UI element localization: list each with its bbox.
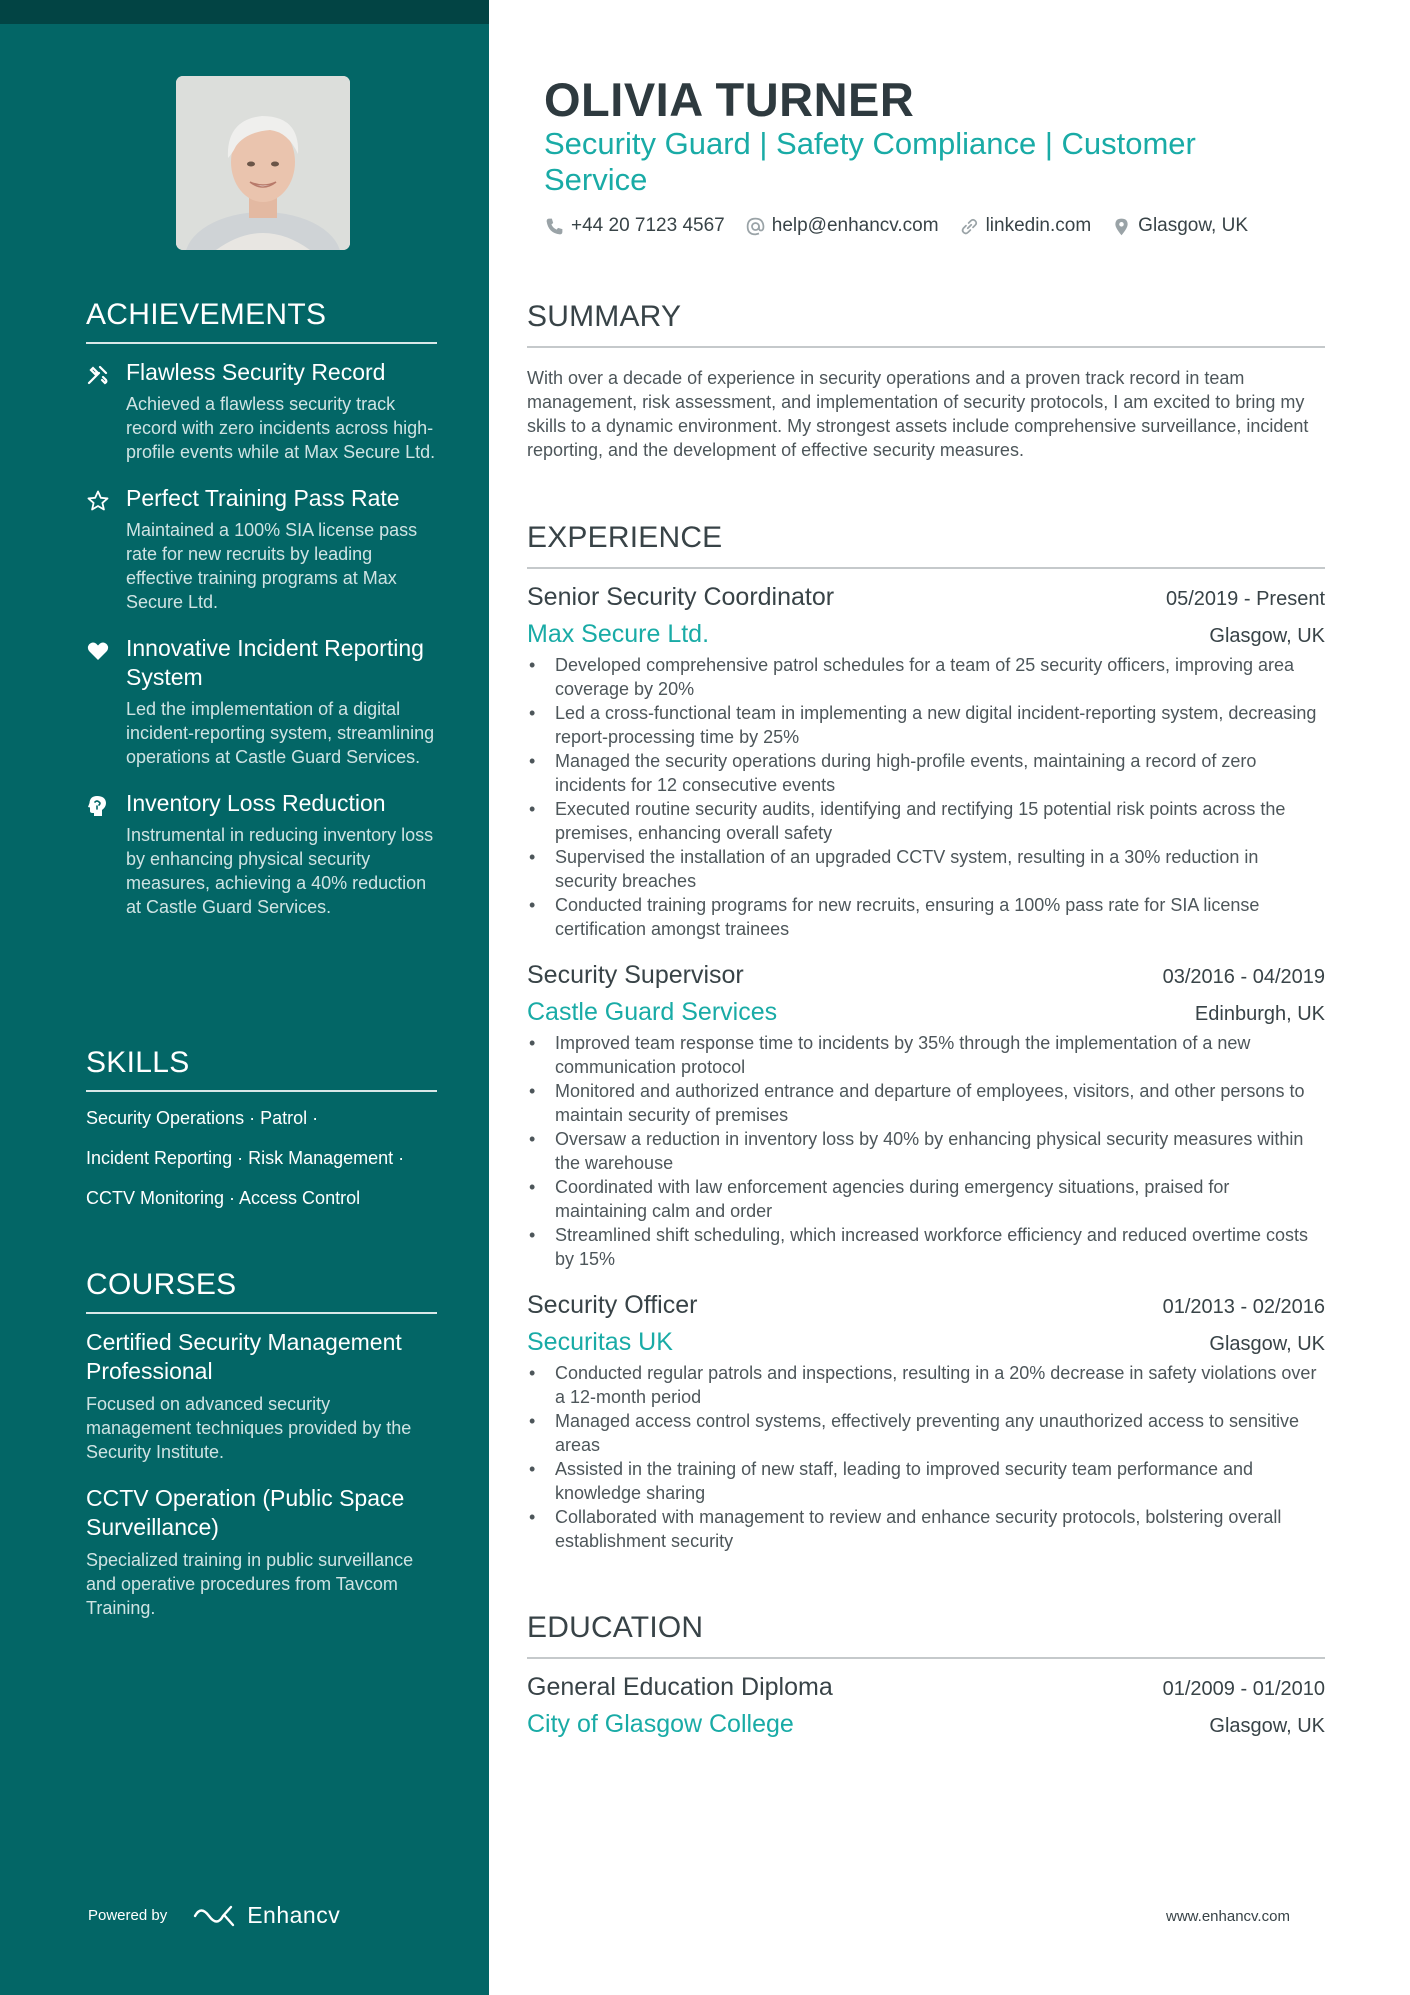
- achievement-item: [86, 358, 437, 464]
- achievement-item: [86, 789, 437, 919]
- course-description: Focused on advanced security management techniques provided by the Security Institute.: [86, 1394, 412, 1462]
- achievement-description: Instrumental in reducing inventory loss by enhancing physical security measures, achieving a 40% reduction at Castle Guard Services.: [126, 825, 434, 917]
- skills-line: Security Operations · Patrol ·: [86, 1108, 319, 1128]
- skills-list: [86, 1106, 437, 1210]
- contact-phone[interactable]: [544, 215, 725, 237]
- powered-by[interactable]: [88, 1902, 340, 1929]
- skills-section: [86, 1046, 437, 1226]
- phone-icon: [544, 216, 565, 237]
- job-bullet: • Managed the security operations during high-profile events, maintaining a record of zero incidents for 12 consecutive events: [527, 749, 1325, 797]
- education-location: Glasgow, UK: [1209, 1715, 1325, 1737]
- job-company: Max Secure Ltd.: [527, 620, 710, 648]
- job-bullet: • Assisted in the training of new staff, leading to improved security team performance and knowledge sharing: [527, 1457, 1325, 1505]
- contact-linkedin[interactable]: [959, 215, 1092, 237]
- contact-location-text: Glasgow, UK: [1138, 215, 1248, 236]
- footer-url[interactable]: www.enhancv.com: [1166, 1908, 1290, 1925]
- education-heading: EDUCATION: [527, 1611, 1325, 1659]
- summary-heading: SUMMARY: [527, 300, 1325, 348]
- job-bullet: • Conducted regular patrols and inspections, resulting in a 20% decrease in safety violations over a 12-month period: [527, 1361, 1325, 1409]
- contact-linkedin-text: linkedin.com: [985, 215, 1092, 236]
- experience-heading: EXPERIENCE: [527, 521, 1325, 569]
- job-location: Glasgow, UK: [1209, 1333, 1325, 1355]
- courses-section: [86, 1268, 437, 1640]
- skills-heading: SKILLS: [86, 1046, 437, 1092]
- achievements-section: [86, 298, 437, 939]
- job-company: Castle Guard Services: [527, 998, 778, 1026]
- hammer-wrench-icon: [86, 363, 110, 387]
- course-item: [86, 1328, 437, 1464]
- job-dates: 01/2013 - 02/2016: [1162, 1296, 1325, 1318]
- powered-by-label: Powered by: [88, 1907, 168, 1924]
- job-dates: 03/2016 - 04/2019: [1162, 966, 1325, 988]
- job-bullet: • Improved team response time to incidents by 35% through the implementation of a new communication protocol: [527, 1031, 1325, 1079]
- location-pin-icon: [1111, 216, 1132, 237]
- summary-text: With over a decade of experience in security operations and a proven track record in team management, risk assessment, and implementation of security protocols, I am excited to bring my skills to a dynamic environment. My strongest assets include comprehensive surveillance, incident reporting, and the development of effective security measures.: [527, 368, 1309, 460]
- experience-section: [527, 521, 1325, 1553]
- course-item: [86, 1484, 437, 1620]
- brand-name: Enhancv: [247, 1902, 341, 1928]
- achievement-title: Inventory Loss Reduction: [126, 790, 386, 816]
- job-title: Security Officer: [527, 1291, 698, 1319]
- star-icon: [86, 489, 110, 513]
- achievement-item: [86, 484, 437, 614]
- skills-line: CCTV Monitoring · Access Control: [86, 1188, 361, 1208]
- achievement-title: Flawless Security Record: [126, 359, 386, 385]
- skills-line: Incident Reporting · Risk Management ·: [86, 1148, 405, 1168]
- course-title: CCTV Operation (Public Space Surveillance): [86, 1485, 405, 1540]
- at-icon: [745, 216, 766, 237]
- job-bullet: • Developed comprehensive patrol schedules for a team of 25 security officers, improving area coverage by 20%: [527, 653, 1325, 701]
- education-dates: 01/2009 - 01/2010: [1162, 1678, 1325, 1700]
- job-bullet: • Conducted training programs for new recruits, ensuring a 100% pass rate for SIA license certification amongst trainees: [527, 893, 1325, 941]
- summary-section: [527, 300, 1325, 462]
- job-bullets: [527, 1361, 1325, 1553]
- achievements-heading: ACHIEVEMENTS: [86, 298, 437, 344]
- enhancv-logo-icon: [191, 1903, 239, 1929]
- job-bullets: [527, 653, 1325, 941]
- contact-location: [1111, 215, 1248, 237]
- person-name: OLIVIA TURNER: [544, 73, 915, 126]
- sidebar: [0, 0, 489, 1995]
- course-description: Specialized training in public surveillance and operative procedures from Tavcom Training.: [86, 1550, 414, 1618]
- job-bullet: • Managed access control systems, effectively preventing any unauthorized access to sensitive areas: [527, 1409, 1325, 1457]
- job-bullet: • Streamlined shift scheduling, which increased workforce efficiency and reduced overtime costs by 15%: [527, 1223, 1325, 1271]
- education-degree: General Education Diploma: [527, 1673, 833, 1701]
- education-school: City of Glasgow College: [527, 1710, 794, 1738]
- job-bullet: • Executed routine security audits, identifying and rectifying 15 potential risk points across the premises, enhancing overall safety: [527, 797, 1325, 845]
- contact-phone-text: +44 20 7123 4567: [571, 215, 725, 236]
- job-entry: [527, 1291, 1325, 1553]
- heart-icon: [86, 639, 110, 663]
- job-bullets: [527, 1031, 1325, 1271]
- job-title: Security Supervisor: [527, 961, 744, 989]
- job-bullet: • Oversaw a reduction in inventory loss by 40% by enhancing physical security measures within the warehouse: [527, 1127, 1325, 1175]
- courses-heading: COURSES: [86, 1268, 437, 1314]
- education-entry: [527, 1673, 1325, 1739]
- job-bullet: • Coordinated with law enforcement agencies during emergency situations, praised for maintaining calm and order: [527, 1175, 1325, 1223]
- achievement-description: Achieved a flawless security track record with zero incidents across high-profile events while at Max Secure Ltd.: [126, 394, 436, 462]
- achievement-item: [86, 634, 437, 769]
- job-title: Senior Security Coordinator: [527, 583, 835, 611]
- job-entry: [527, 961, 1325, 1271]
- education-section: [527, 1611, 1325, 1739]
- job-entry: [527, 583, 1325, 941]
- contact-email[interactable]: [745, 215, 939, 237]
- job-company: Securitas UK: [527, 1328, 673, 1356]
- achievement-description: Led the implementation of a digital incident-reporting system, streamlining operations at Castle Guard Services.: [126, 699, 435, 767]
- contact-email-text: help@enhancv.com: [771, 215, 939, 236]
- achievement-description: Maintained a 100% SIA license pass rate for new recruits by leading effective training programs at Max Secure Ltd.: [126, 520, 418, 612]
- person-headline: Security Guard | Safety Compliance | Customer Service: [544, 126, 1196, 197]
- link-icon: [959, 216, 980, 237]
- achievement-title: Perfect Training Pass Rate: [126, 485, 400, 511]
- course-title: Certified Security Management Professional: [86, 1329, 402, 1384]
- brain-icon: [86, 794, 110, 818]
- contact-bar: [544, 215, 1268, 237]
- profile-photo: [176, 76, 350, 250]
- job-dates: 05/2019 - Present: [1166, 588, 1325, 610]
- sidebar-top-bar: [0, 0, 489, 24]
- achievement-title: Innovative Incident Reporting System: [126, 635, 424, 690]
- job-bullet: • Monitored and authorized entrance and departure of employees, visitors, and other persons to maintain security of premises: [527, 1079, 1325, 1127]
- job-location: Edinburgh, UK: [1194, 1003, 1325, 1025]
- job-bullet: • Led a cross-functional team in implementing a new digital incident-reporting system, decreasing report-processing time by 25%: [527, 701, 1325, 749]
- job-bullet: • Collaborated with management to review and enhance security protocols, bolstering overall establishment security: [527, 1505, 1325, 1553]
- job-location: Glasgow, UK: [1209, 625, 1325, 647]
- job-bullet: • Supervised the installation of an upgraded CCTV system, resulting in a 30% reduction in security breaches: [527, 845, 1325, 893]
